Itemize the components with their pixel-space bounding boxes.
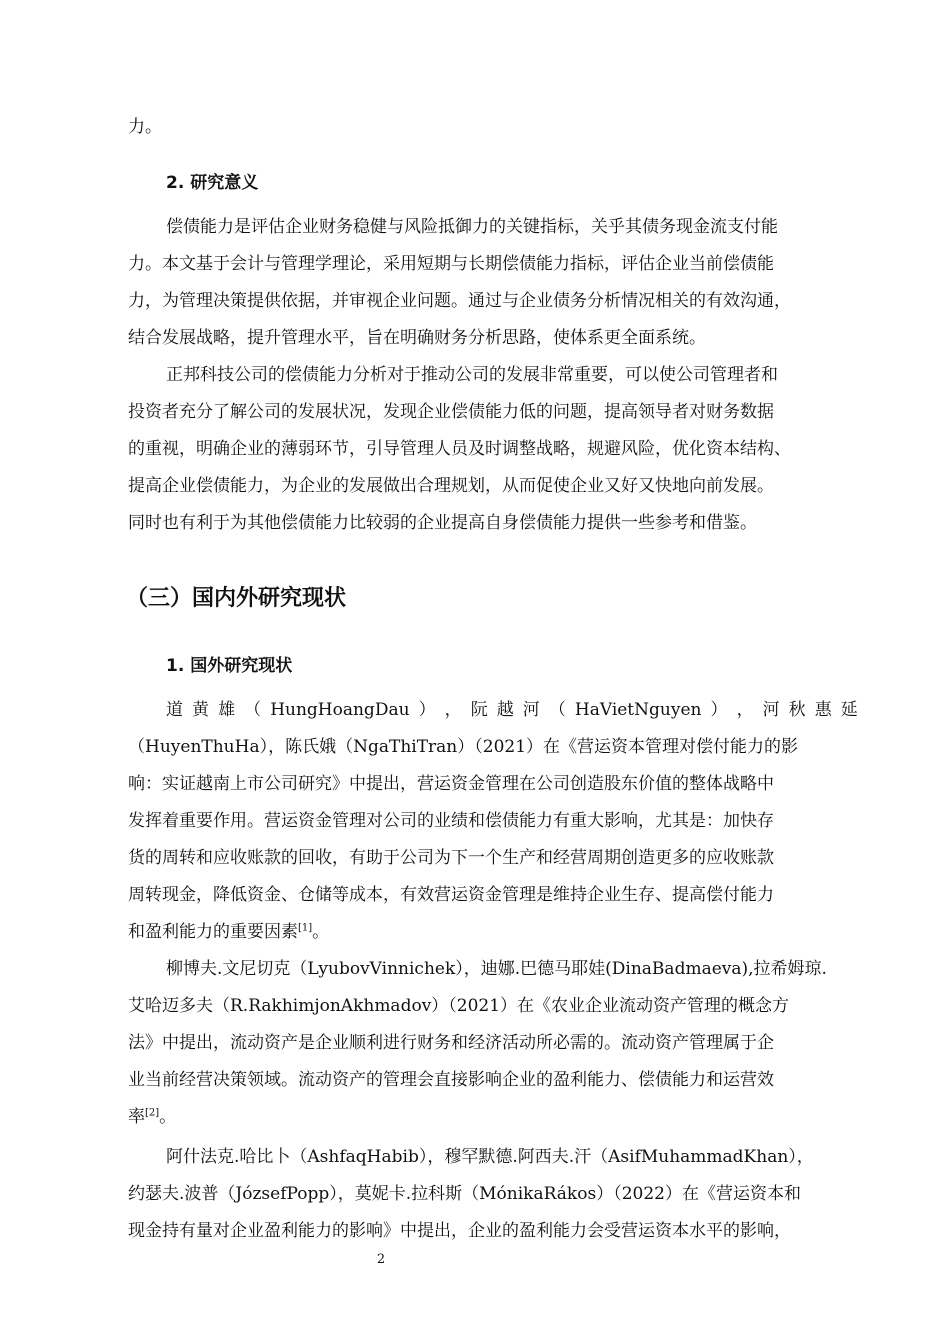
paragraph-line: 的重视，明确企业的薄弱环节，引导管理人员及时调整战略，规避风险，优化资本结构、 [128, 439, 791, 459]
paragraph-line: 艾哈迈多夫（R.RakhimjonAkhmadov）（2021）在《农业企业流动资产管理的概念方 [128, 996, 790, 1016]
paragraph-line: 正邦科技公司的偿债能力分析对于推动公司的发展非常重要，可以使公司管理者和 [166, 365, 778, 385]
section-heading: （三）国内外研究现状 [126, 586, 347, 611]
paragraph-line: 力。 [128, 117, 162, 137]
word: 秋 [788, 700, 806, 720]
word: 惠 [814, 700, 832, 720]
paragraph-line: 力，为管理决策提供依据，并审视企业问题。通过与企业债务分析情况相关的有效沟通， [128, 291, 791, 311]
paragraph-line: 响：实证越南上市公司研究》中提出，营运资金管理在公司创造股东价值的整体战略中 [128, 774, 774, 794]
paragraph-line: 结合发展战略，提升管理水平，旨在明确财务分析思路，使体系更全面系统。 [128, 328, 706, 348]
word: ） [710, 700, 728, 720]
paragraph-line: 周转现金，降低资金、仓储等成本，有效营运资金管理是维持企业生存、提高偿付能力 [128, 885, 774, 905]
paragraph-line [128, 1106, 176, 1128]
word: 河 [762, 700, 780, 720]
line-text: 。 [312, 922, 330, 942]
word: ， [444, 700, 462, 720]
paragraph-line: 货的周转和应收账款的回收，有助于公司为下一个生产和经营周期创造更多的应收账款 [128, 848, 774, 868]
word: 河 [522, 700, 540, 720]
paragraph-line: 阿什法克.哈比卜（AshfaqHabib），穆罕默德.阿西夫.汗（AsifMuhammadKhan）， [166, 1147, 814, 1167]
paragraph-line: 同时也有利于为其他偿债能力比较弱的企业提高自身偿债能力提供一些参考和借鉴。 [128, 513, 757, 533]
word: 越 [496, 700, 514, 720]
paragraph-line: 约瑟夫.波普（JózsefPopp），莫妮卡.拉科斯（MónikaRákos）（2022）在《营运资本和 [128, 1184, 801, 1204]
paragraph-line: 发挥着重要作用。营运资金管理对公司的业绩和偿债能力有重大影响，尤其是：加快存 [128, 811, 774, 831]
word: （ [548, 700, 566, 720]
paragraph-line [128, 921, 329, 943]
citation-ref: [2] [145, 1107, 160, 1119]
word: 雄 [218, 700, 236, 720]
paragraph-line: 现金持有量对企业盈利能力的影响》中提出，企业的盈利能力会受营运资本水平的影响， [128, 1221, 791, 1241]
word: 延 [840, 700, 858, 720]
word: 阮 [470, 700, 488, 720]
line-text: 和盈利能力的重要因素 [128, 922, 298, 942]
word: ） [418, 700, 436, 720]
paragraph-line: 投资者充分了解公司的发展状况，发现企业偿债能力低的问题，提高领导者对财务数据 [128, 402, 774, 422]
paragraph-line: 法》中提出，流动资产是企业顺利进行财务和经济活动所必需的。流动资产管理属于企 [128, 1033, 774, 1053]
subsection-heading: 2. 研究意义 [166, 173, 259, 193]
paragraph-line: （HuyenThuHa），陈氏娥（NgaThiTran）（2021）在《营运资本管理对偿付能力的影 [128, 737, 799, 757]
paragraph-line: 柳博夫.文尼切克（LyubovVinnichek），迪娜.巴德马耶娃(DinaBadmaeva),拉希姆琼. [166, 959, 827, 979]
word: 道 [166, 700, 183, 720]
page-number: 2 [376, 1252, 386, 1267]
paragraph-line: 偿债能力是评估企业财务稳健与风险抵御力的关键指标，关乎其债务现金流支付能 [166, 217, 778, 237]
justified-line [166, 699, 858, 721]
word: ， [736, 700, 754, 720]
word: HaVietNguyen [574, 700, 702, 720]
word: （ [244, 700, 262, 720]
word: 黄 [192, 700, 210, 720]
line-text: 。 [159, 1107, 177, 1127]
word: HungHoangDau [270, 700, 410, 720]
line-text: 率 [128, 1107, 145, 1127]
paragraph-line: 力。本文基于会计与管理学理论，采用短期与长期偿债能力指标，评估企业当前偿债能 [128, 254, 774, 274]
paragraph-line: 业当前经营决策领域。流动资产的管理会直接影响企业的盈利能力、偿债能力和运营效 [128, 1070, 774, 1090]
paragraph-line: 提高企业偿债能力，为企业的发展做出合理规划，从而促使企业又好又快地向前发展。 [128, 476, 774, 496]
subsection-heading: 1. 国外研究现状 [166, 656, 293, 676]
citation-ref: [1] [298, 922, 313, 934]
